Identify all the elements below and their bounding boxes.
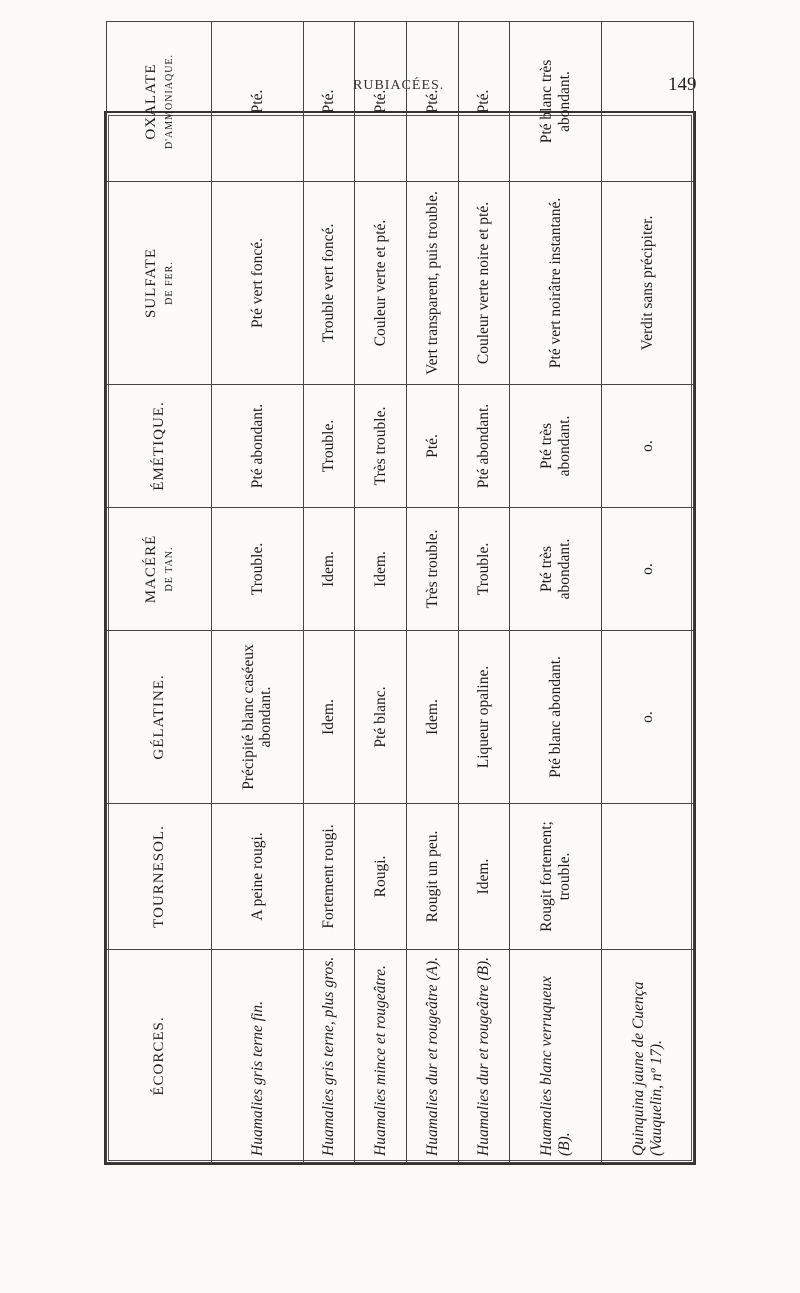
table-cell: Pté très abondant. — [510, 385, 602, 508]
bark-name-cell: Quinquina jaune de Cuença (Vauquelin, nº 17). — [602, 950, 694, 1163]
table-cell: Idem. — [458, 804, 510, 950]
table-cell: Idem. — [407, 631, 459, 804]
bark-name-cell: Huamalies dur et rougeâtre (B). — [458, 950, 510, 1163]
table-cell: Couleur verte noire et pté. — [458, 182, 510, 385]
table-cell: Trouble. — [458, 508, 510, 631]
bark-name-cell: Huamalies mince et rougeâtre. — [355, 950, 407, 1163]
table-cell: Rougit un peu. — [407, 804, 459, 950]
running-head: RUBIACÉES. — [353, 78, 445, 93]
column-header-oxalate: OXALATE D'AMMONIAQUE. — [107, 22, 212, 182]
bark-name-cell: Huamalies gris terne fin. — [212, 950, 304, 1163]
table-row — [212, 22, 304, 1163]
table-row — [602, 22, 694, 1163]
table-cell: Pté. — [212, 22, 304, 182]
table-cell: Vert transparent, puis trouble. — [407, 182, 459, 385]
table-header-row — [107, 22, 212, 1163]
table-cell: Couleur verte et pté. — [355, 182, 407, 385]
bark-name-cell: Huamalies gris terne, plus gros. — [303, 950, 355, 1163]
table-cell: Liqueur opaline. — [458, 631, 510, 804]
table-cell: Trouble. — [303, 385, 355, 508]
table-cell: Pté abondant. — [458, 385, 510, 508]
table-cell: Pté blanc. — [355, 631, 407, 804]
table-cell — [602, 804, 694, 950]
table-cell: Pté vert noirâtre instantané. — [510, 182, 602, 385]
table-row — [510, 22, 602, 1163]
table-cell: Verdit sans précipiter. — [602, 182, 694, 385]
table-cell: Pté blanc très abondant. — [510, 22, 602, 182]
column-header-tournesol: TOURNESOL. — [107, 804, 212, 950]
table-cell: Très trouble. — [355, 385, 407, 508]
table-cell: o. — [602, 631, 694, 804]
column-header-sulfate: SULFATE DE FER. — [107, 182, 212, 385]
table-row — [355, 22, 407, 1163]
table-cell: Idem. — [303, 508, 355, 631]
table-cell: Très trouble. — [407, 508, 459, 631]
table-cell: Rougi. — [355, 804, 407, 950]
bark-name-cell: Huamalies dur et rougeâtre (A). — [407, 950, 459, 1163]
column-header-gelatine: GÉLATINE. — [107, 631, 212, 804]
table-cell: Pté blanc abondant. — [510, 631, 602, 804]
table-cell: Idem. — [355, 508, 407, 631]
table-cell: Pté. — [303, 22, 355, 182]
table-cell: Pté. — [407, 22, 459, 182]
table-cell: Rougit fortement; trouble. — [510, 804, 602, 950]
table-cell: Pté. — [458, 22, 510, 182]
table-row — [458, 22, 510, 1163]
table-cell — [602, 22, 694, 182]
column-header-macere: MACÉRÉ DE TAN. — [107, 508, 212, 631]
table-cell: o. — [602, 508, 694, 631]
table-row — [407, 22, 459, 1163]
table-cell: A peine rougi. — [212, 804, 304, 950]
table-cell: Pté abondant. — [212, 385, 304, 508]
table-cell: Trouble. — [212, 508, 304, 631]
table-cell: Trouble vert foncé. — [303, 182, 355, 385]
table-cell: Fortement rougi. — [303, 804, 355, 950]
table-cell: o. — [602, 385, 694, 508]
table-row — [303, 22, 355, 1163]
table-cell: Pté. — [407, 385, 459, 508]
table-cell: Précipité blanc caséeux abondant. — [212, 631, 304, 804]
table-cell: Pté très abondant. — [510, 508, 602, 631]
table-cell: Pté vert foncé. — [212, 182, 304, 385]
bark-name-cell: Huamalies blanc verruqueux (B). — [510, 950, 602, 1163]
column-header-emetique: ÉMÉTIQUE. — [107, 385, 212, 508]
bark-reaction-table — [106, 21, 694, 1163]
column-header-ecorces: ÉCORCES. — [107, 950, 212, 1163]
table-cell: Pté. — [355, 22, 407, 182]
page-number: 149 — [668, 74, 697, 95]
table-cell: Idem. — [303, 631, 355, 804]
